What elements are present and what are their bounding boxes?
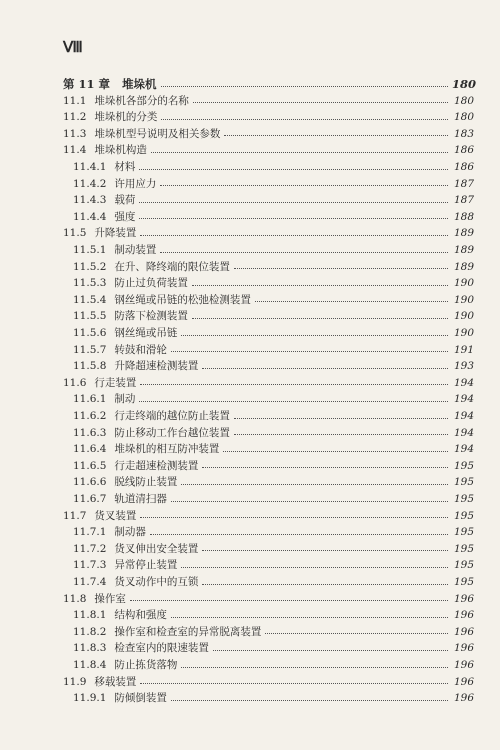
toc-entry-number: 11.5.4 xyxy=(73,293,107,306)
toc-entry-page: 190 xyxy=(453,310,474,323)
dot-leader xyxy=(140,517,448,518)
toc-entry-number: 11.7 xyxy=(63,509,87,522)
toc-entry-number: 11.6.5 xyxy=(73,459,107,472)
toc-entry-title: 堆垛机构造 xyxy=(94,144,147,157)
toc-entry-number: 11.5 xyxy=(63,227,87,240)
toc-entry-number: 11.8.2 xyxy=(73,625,107,638)
toc-entry-page: 183 xyxy=(453,127,474,140)
toc-entry-title: 载荷 xyxy=(114,194,136,207)
toc-entry-number: 11.3 xyxy=(63,127,87,140)
toc-entry-number: 11.7.4 xyxy=(73,576,107,588)
toc-entry-number: 11.7.1 xyxy=(73,526,107,539)
dot-leader xyxy=(171,617,448,618)
toc-entry-page: 190 xyxy=(453,327,474,339)
toc-entry-page: 193 xyxy=(453,360,474,373)
toc-entry-title: 结构和强度 xyxy=(114,609,167,622)
dot-leader xyxy=(181,567,448,568)
dot-leader xyxy=(193,102,448,103)
dot-leader xyxy=(192,285,448,286)
toc-entry-number: 11.2 xyxy=(63,111,87,124)
dot-leader xyxy=(171,351,448,352)
dot-leader xyxy=(171,501,448,502)
toc-entry-page: 195 xyxy=(453,476,474,489)
toc-entry-number: 11.5.1 xyxy=(73,244,107,256)
toc-entry-page: 194 xyxy=(453,376,474,389)
toc-entry-number: 第 11 章 xyxy=(63,77,111,91)
toc-entry-page: 196 xyxy=(453,609,474,622)
dot-leader xyxy=(139,169,448,170)
toc-entry-number: 11.7.3 xyxy=(73,559,107,572)
dot-leader xyxy=(213,650,448,651)
toc-entry-title: 轨道清扫器 xyxy=(114,493,167,505)
dot-leader xyxy=(181,667,448,668)
toc-entry-title: 货叉装置 xyxy=(94,509,137,522)
dot-leader xyxy=(140,683,448,684)
toc-entry-number: 11.4.4 xyxy=(73,210,107,223)
toc-entry-title: 移载装置 xyxy=(94,675,137,688)
dot-leader xyxy=(234,434,448,435)
dot-leader xyxy=(202,550,448,551)
toc-entry-number: 11.4 xyxy=(63,144,87,157)
dot-leader xyxy=(161,86,448,87)
toc-entry-number: 11.6.2 xyxy=(73,410,107,422)
toc-entry-number: 11.9 xyxy=(63,675,87,688)
dot-leader xyxy=(224,135,448,136)
toc-entry-page: 191 xyxy=(453,343,474,356)
dot-leader xyxy=(202,467,448,468)
toc-entry-page: 187 xyxy=(453,177,474,190)
toc-entry-title: 升降超速检测装置 xyxy=(114,360,199,373)
toc-entry-page: 195 xyxy=(453,576,474,588)
dot-leader xyxy=(160,185,448,186)
toc-entry-number: 11.8 xyxy=(63,592,87,605)
toc-entry-number: 11.4.3 xyxy=(73,194,107,207)
toc-entry-title: 防止拣货落物 xyxy=(114,659,178,671)
toc-entry-number: 11.9.1 xyxy=(73,692,107,705)
dot-leader xyxy=(202,584,448,585)
dot-leader xyxy=(130,600,448,601)
toc-entry-page: 187 xyxy=(453,194,474,207)
toc-entry-title: 制动器 xyxy=(114,526,146,539)
toc-entry-number: 11.6 xyxy=(63,376,87,389)
toc-entry-title: 货叉动作中的互锁 xyxy=(114,576,199,588)
dot-leader xyxy=(171,700,448,701)
toc-entry[interactable] xyxy=(0,688,500,708)
toc-entry-page: 186 xyxy=(453,144,474,157)
toc-entry-page: 194 xyxy=(453,443,474,456)
dot-leader xyxy=(192,318,448,319)
toc-entry-page: 196 xyxy=(453,642,474,655)
toc-entry-title: 异常停止装置 xyxy=(114,559,178,572)
dot-leader xyxy=(181,335,448,336)
toc-entry-page: 190 xyxy=(453,293,474,306)
toc-entry-title: 强度 xyxy=(114,210,136,223)
dot-leader xyxy=(181,484,448,485)
toc-entry-page: 189 xyxy=(453,244,474,256)
toc-entry-title: 防止过负荷装置 xyxy=(114,277,188,290)
toc-entry-number: 11.7.2 xyxy=(73,542,107,555)
toc-entry-page: 189 xyxy=(453,227,474,240)
toc-entry-page: 194 xyxy=(453,410,474,422)
dot-leader xyxy=(139,401,448,402)
dot-leader xyxy=(151,152,448,153)
toc-entry-page: 194 xyxy=(453,393,474,406)
toc-entry-title: 防止移动工作台越位装置 xyxy=(114,426,230,439)
toc-entry-page: 186 xyxy=(453,161,474,173)
dot-leader xyxy=(255,301,448,302)
dot-leader xyxy=(150,534,448,535)
toc-entry-title: 转鼓和滑轮 xyxy=(114,343,167,356)
toc-entry-number: 11.1 xyxy=(63,94,87,107)
toc-entry-title: 制动 xyxy=(114,393,136,406)
toc-entry-number: 11.8.1 xyxy=(73,609,107,622)
toc-entry-number: 11.4.2 xyxy=(73,177,107,190)
toc-entry-page: 190 xyxy=(453,277,474,290)
toc-entry-page: 196 xyxy=(453,675,474,688)
toc-entry-page: 196 xyxy=(453,692,474,705)
toc-entry-number: 11.5.3 xyxy=(73,277,107,290)
toc-entry-title: 脱线防止装置 xyxy=(114,476,178,489)
toc-entry-title: 货叉伸出安全装置 xyxy=(114,542,199,555)
toc-entry-title: 制动装置 xyxy=(114,244,157,256)
toc-entry-number: 11.8.4 xyxy=(73,659,107,671)
page-roman-numeral: Ⅷ xyxy=(63,40,82,56)
toc-entry-page: 195 xyxy=(453,459,474,472)
toc-entry-title: 在升、降终端的限位装置 xyxy=(114,260,230,273)
dot-leader xyxy=(202,368,448,369)
toc-entry-title: 操作室 xyxy=(94,592,126,605)
toc-entry-page: 196 xyxy=(453,592,474,605)
toc-entry-page: 196 xyxy=(453,659,474,671)
toc-entry-title: 操作室和检查室的异常脱离装置 xyxy=(114,625,262,638)
toc-entry-number: 11.6.3 xyxy=(73,426,107,439)
toc-entry-title: 堆垛机型号说明及相关参数 xyxy=(94,127,221,140)
dot-leader xyxy=(139,202,448,203)
toc-entry-title: 检查室内的限速装置 xyxy=(114,642,209,655)
toc-entry-number: 11.6.7 xyxy=(73,493,107,505)
toc-entry-page: 195 xyxy=(453,542,474,555)
toc-entry-page: 180 xyxy=(452,77,477,91)
toc-entry-page: 194 xyxy=(453,426,474,439)
toc-entry-number: 11.8.3 xyxy=(73,642,107,655)
dot-leader xyxy=(160,252,448,253)
toc-entry-number: 11.4.1 xyxy=(73,161,107,173)
toc-entry-number: 11.5.2 xyxy=(73,260,107,273)
toc-entry-title: 行走超速检测装置 xyxy=(114,459,199,472)
dot-leader xyxy=(234,418,448,419)
dot-leader xyxy=(234,268,448,269)
toc-entry-title: 许用应力 xyxy=(114,177,157,190)
toc-entry-number: 11.6.4 xyxy=(73,443,107,456)
toc-entry-number: 11.5.8 xyxy=(73,360,107,373)
toc-entry-number: 11.5.7 xyxy=(73,343,107,356)
dot-leader xyxy=(223,451,448,452)
toc-entry-title: 堆垛机的分类 xyxy=(94,111,158,124)
toc-entry-title: 升降装置 xyxy=(94,227,137,240)
toc-entry-number: 11.5.6 xyxy=(73,327,107,339)
toc-entry-page: 180 xyxy=(453,111,474,124)
toc-entry-title: 材料 xyxy=(114,161,136,173)
toc-entry-title: 钢丝绳或吊链的松弛检测装置 xyxy=(114,293,251,306)
toc-entry-page: 196 xyxy=(453,625,474,638)
toc-entry-number: 11.6.6 xyxy=(73,476,107,489)
toc-entry-page: 195 xyxy=(453,493,474,505)
dot-leader xyxy=(140,384,448,385)
dot-leader xyxy=(140,235,448,236)
toc-entry-number: 11.5.5 xyxy=(73,310,107,323)
toc-entry-page: 180 xyxy=(453,94,474,107)
toc-entry-title: 堆垛机各部分的名称 xyxy=(94,94,189,107)
toc-entry-title: 防倾倒装置 xyxy=(114,692,167,705)
toc-entry-page: 189 xyxy=(453,260,474,273)
dot-leader xyxy=(139,218,448,219)
dot-leader xyxy=(265,633,448,634)
toc-entry-title: 防落下检测装置 xyxy=(114,310,188,323)
toc-entry-title: 堆垛机 xyxy=(122,77,157,91)
toc-entry-title: 行走终端的越位防止装置 xyxy=(114,410,230,422)
toc-entry-page: 195 xyxy=(453,526,474,539)
toc-entry-page: 195 xyxy=(453,559,474,572)
toc-entry-page: 195 xyxy=(453,509,474,522)
toc-entry-title: 行走装置 xyxy=(94,376,137,389)
toc-entry-title: 堆垛机的相互防冲装置 xyxy=(114,443,220,456)
toc-entry-page: 188 xyxy=(453,210,474,223)
toc-entry-number: 11.6.1 xyxy=(73,393,107,406)
dot-leader xyxy=(161,119,448,120)
toc-entry-title: 钢丝绳或吊链 xyxy=(114,327,178,339)
